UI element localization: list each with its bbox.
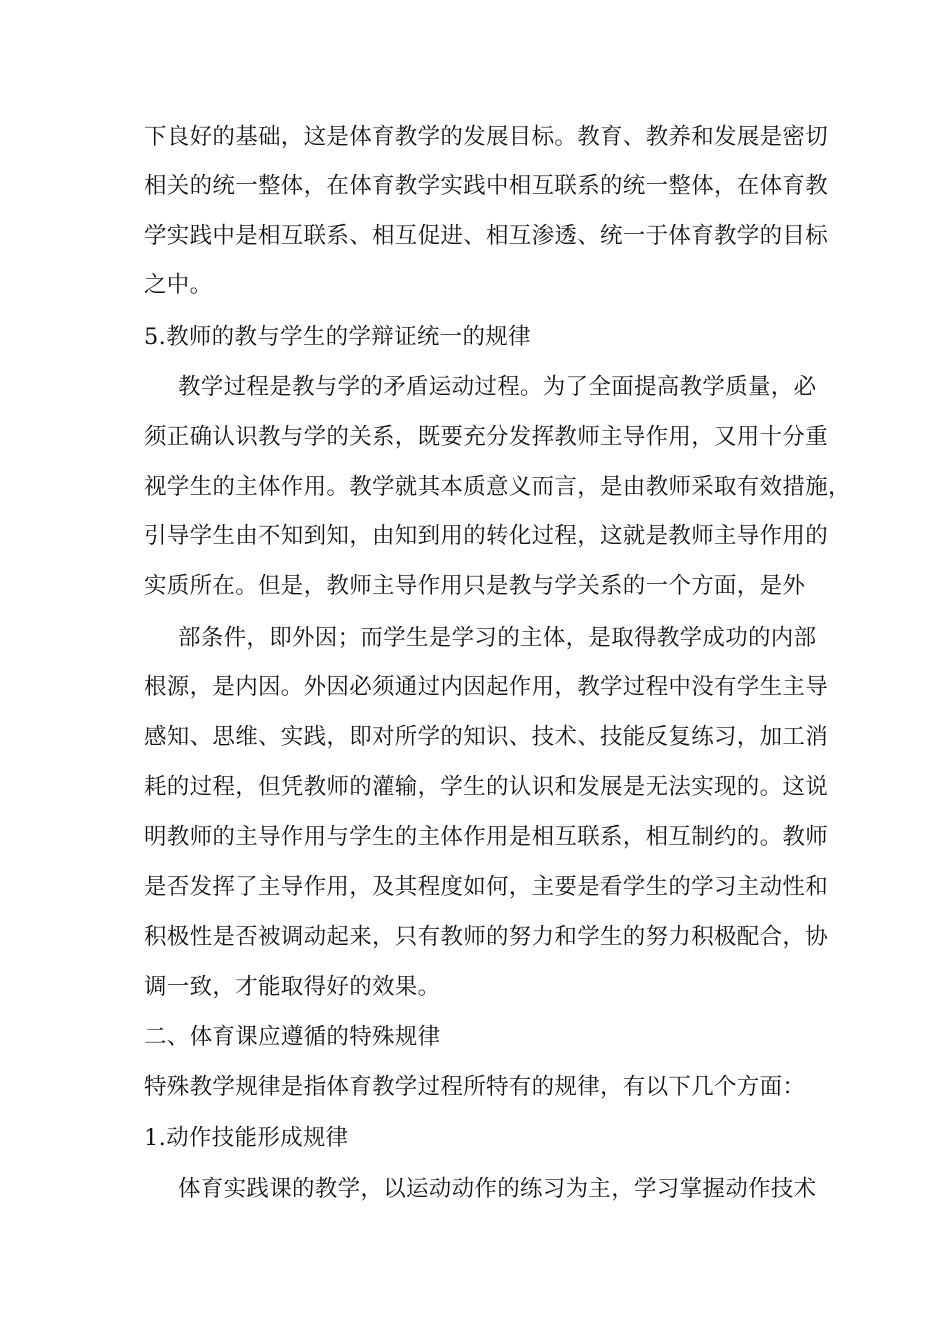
text-line: 是否发挥了主导作用，及其程度如何，主要是看学生的学习主动性和	[144, 874, 829, 900]
text-line: 教学过程是教与学的矛盾运动过程。为了全面提高教学质量，必	[178, 374, 817, 400]
text-line: 之中。	[144, 272, 213, 298]
text-line: 体育实践课的教学，以运动动作的练习为主，学习掌握动作技术	[178, 1176, 817, 1202]
text-line: 感知、思维、实践，即对所学的知识、技术、技能反复练习，加工消	[144, 724, 829, 750]
text-line: 明教师的主导作用与学生的主体作用是相互联系，相互制约的。教师	[144, 824, 829, 850]
text-line: 相关的统一整体，在体育教学实践中相互联系的统一整体，在体育教	[144, 173, 829, 199]
text-line: 积极性是否被调动起来，只有教师的努力和学生的努力积极配合，协	[144, 924, 829, 950]
text-line: 部条件，即外因；而学生是学习的主体，是取得教学成功的内部	[178, 625, 817, 651]
text-line: 学实践中是相互联系、相互促进、相互渗透、统一于体育教学的目标	[144, 223, 829, 249]
text-line: 耗的过程，但凭教师的灌输，学生的认识和发展是无法实现的。这说	[144, 774, 829, 800]
text-line: 视学生的主体作用。教学就其本质意义而言，是由教师采取有效措施，	[144, 474, 851, 500]
text-line: 调一致，才能取得好的效果。	[144, 974, 441, 1000]
text-line: 须正确认识教与学的关系，既要充分发挥教师主导作用，又用十分重	[144, 424, 829, 450]
text-line: 特殊教学规律是指体育教学过程所特有的规律，有以下几个方面：	[144, 1074, 806, 1100]
text-line: 实质所在。但是，教师主导作用只是教与学关系的一个方面，是外	[144, 573, 806, 599]
section-heading: 二、体育课应遵循的特殊规律	[144, 1024, 441, 1050]
section-heading: 1.动作技能形成规律	[144, 1125, 349, 1151]
text-line: 下良好的基础，这是体育教学的发展目标。教育、教养和发展是密切	[144, 124, 829, 150]
text-line: 引导学生由不知到知，由知到用的转化过程，这就是教师主导作用的	[144, 523, 829, 549]
section-heading: 5.教师的教与学生的学辩证统一的规律	[144, 324, 531, 350]
text-line: 根源，是内因。外因必须通过内因起作用，教学过程中没有学生主导	[144, 674, 829, 700]
